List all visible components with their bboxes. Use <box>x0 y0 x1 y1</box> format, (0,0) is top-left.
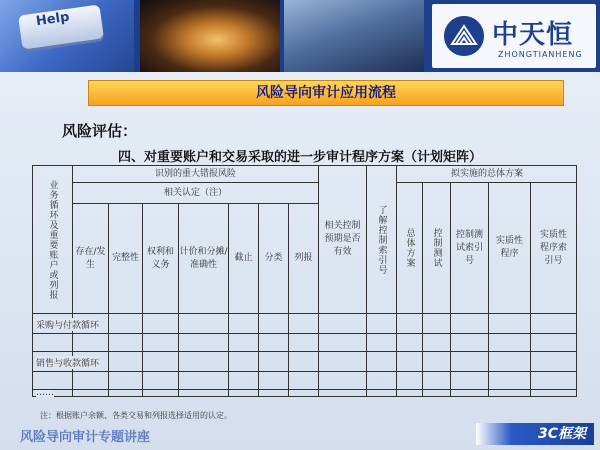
header-business-cycle: 业务循环及重要账户或列报 <box>47 179 58 300</box>
footer-course-title: 风险导向审计专题讲座 <box>20 430 151 445</box>
footnote: 注：根据账户余额、各类交易和列报选择适用的认定。 <box>40 411 232 420</box>
section-subheading: 四、对重要账户和交易采取的进一步审计程序方案（计划矩阵） <box>117 150 482 165</box>
header-plan-substantive: 实质性程序 <box>495 236 523 259</box>
header-control-index: 了解控制索引号 <box>376 204 387 275</box>
company-logo <box>432 4 596 68</box>
business-photo <box>284 0 424 72</box>
header-assertion-completeness: 完整性 <box>111 253 139 263</box>
header-plan-control-test: 控制测试 <box>431 228 442 268</box>
header-assertion-rights: 权利和义务 <box>146 246 174 270</box>
header-plan-group: 拟实施的总体方案 <box>450 168 523 179</box>
section-heading: 风险评估： <box>62 122 138 140</box>
logo-emblem-icon <box>444 16 484 56</box>
slide-title: 风险导向审计应用流程 <box>88 80 564 106</box>
plan-matrix-table <box>32 165 577 397</box>
logo-english-name: ZHONGTIANHENG <box>498 50 583 59</box>
header-plan-substantive-index: 实质性程序索引号 <box>539 229 567 266</box>
header-assertion-classification: 分类 <box>264 253 283 263</box>
keyboard-photo <box>0 0 134 72</box>
row-purchase-cycle: 采购与付款循环 <box>36 318 99 331</box>
header-assertion-existence: 存在/发生 <box>75 246 106 270</box>
header-assertion-presentation: 列报 <box>294 253 313 263</box>
header-assertion-cutoff: 截止 <box>234 253 253 263</box>
header-risk-group: 识别的重大错报风险 <box>154 168 236 179</box>
row-sales-cycle: 销售与收款循环 <box>36 356 99 369</box>
row-ellipsis: …… <box>36 388 54 398</box>
help-key-label: Help <box>35 9 71 30</box>
header-plan-control-test-index: 控制测试索引号 <box>455 229 483 266</box>
header-assertion-valuation: 计价和分摊/准确性 <box>179 246 228 270</box>
header-plan-overall: 总体方案 <box>404 228 415 268</box>
header-control-expectation: 相关控制预期是否有效 <box>324 221 361 257</box>
header-assertion-group: 相关认定（注） <box>163 187 227 198</box>
laptop-photo <box>140 0 280 72</box>
header-banner <box>0 0 600 72</box>
footer-3c-logo: 3C框架 <box>476 423 594 445</box>
logo-chinese-name: 中天恒 <box>492 20 574 50</box>
